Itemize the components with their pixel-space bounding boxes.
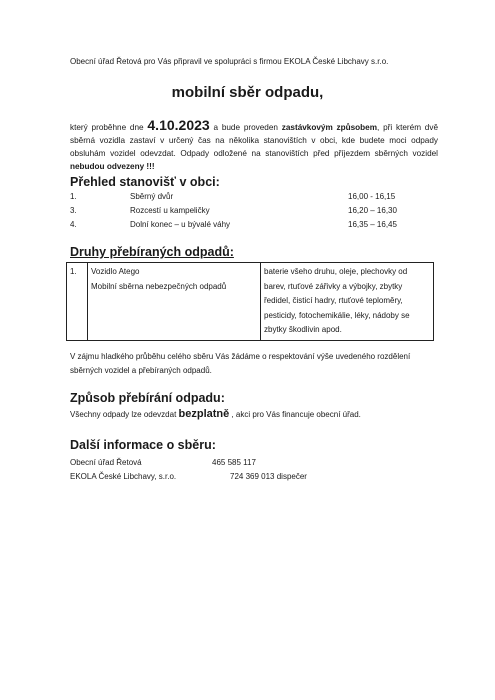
contact-row [70,458,430,472]
intro-line: Obecní úřad Řetová pro Vás připravil ve spolupráci s firmou EKOLA České Libchavy s.r.o. [70,57,389,66]
station-name: Dolní konec – u bývalé váhy [130,220,231,229]
para-text-3: , při kterém dvě sběrná vozidla zastaví v určený čas na několika stanovištích v obci, kde budete moci odpady obsluhám vozidel odevzdat. Odpady odložené na stanovištích před příjezdem sběrných vozidel [70,123,439,158]
station-time: 16,35 – 16,45 [348,220,397,229]
para-text-1: který proběhne dne [70,123,148,132]
document-title: mobilní sběr odpadu, [171,84,324,101]
station-time: 16,00 - 16,15 [348,192,396,201]
event-paragraph [70,119,438,173]
warning-text: nebudou odvezeny !!! [70,162,155,171]
method-text-2: , akci pro Vás financuje obecní úřad. [229,410,361,419]
contact-name: Obecní úřad Řetová [70,458,142,467]
station-number: 4. [70,220,77,229]
stations-list [70,192,430,234]
vehicle-name: Vozidlo Atego [91,267,140,276]
waste-table [66,262,434,341]
event-date: 4.10.2023 [147,117,210,133]
station-row [70,192,430,206]
station-row [70,206,430,220]
method-text-1: Všechny odpady lze odevzdat [70,410,179,419]
request-note: V zájmu hladkého průběhu celého sběru Vás žádáme o respektování výše uvedeného rozdělení sběrných vozidel a přebíraných odpadů. [70,352,411,375]
station-time: 16,20 – 16,30 [348,206,397,215]
stations-heading: Přehled stanovišť v obci: [70,175,220,189]
station-row [70,220,430,234]
station-number: 1. [70,192,77,201]
contact-row [70,472,430,486]
station-name: Sběrný dvůr [130,192,174,201]
row-number: 1. [67,263,88,341]
waste-list-cell: baterie všeho druhu, oleje, plechovky od barev, rtuťové zářivky a výbojky, zbytky ředidel, čisticí hadry, rtuťové teploměry, pesticidy, fotochemikálie, léky, nádoby se zbytky škodlivin apod. [261,263,434,341]
station-name: Rozcestí u kampeličky [130,206,210,215]
contacts-list [70,458,430,486]
contacts-heading: Další informace o sběru: [70,438,216,452]
contact-name: EKOLA České Libchavy, s.r.o. [70,472,177,481]
method-text [70,408,361,420]
para-text-2: a bude proveden [209,123,282,132]
collection-method: zastávkovým způsobem [281,123,378,132]
contact-phone: 724 369 013 dispečer [230,472,307,481]
contact-phone: 465 585 117 [212,458,256,467]
waste-types-heading: Druhy přebíraných odpadů: [70,245,234,259]
table-row [67,263,434,341]
vehicle-type: Mobilní sběrna nebezpečných odpadů [91,281,227,291]
station-number: 3. [70,206,77,215]
method-heading: Způsob přebírání odpadu: [70,391,225,405]
free-of-charge: bezplatně [178,408,230,420]
vehicle-cell [88,263,261,341]
